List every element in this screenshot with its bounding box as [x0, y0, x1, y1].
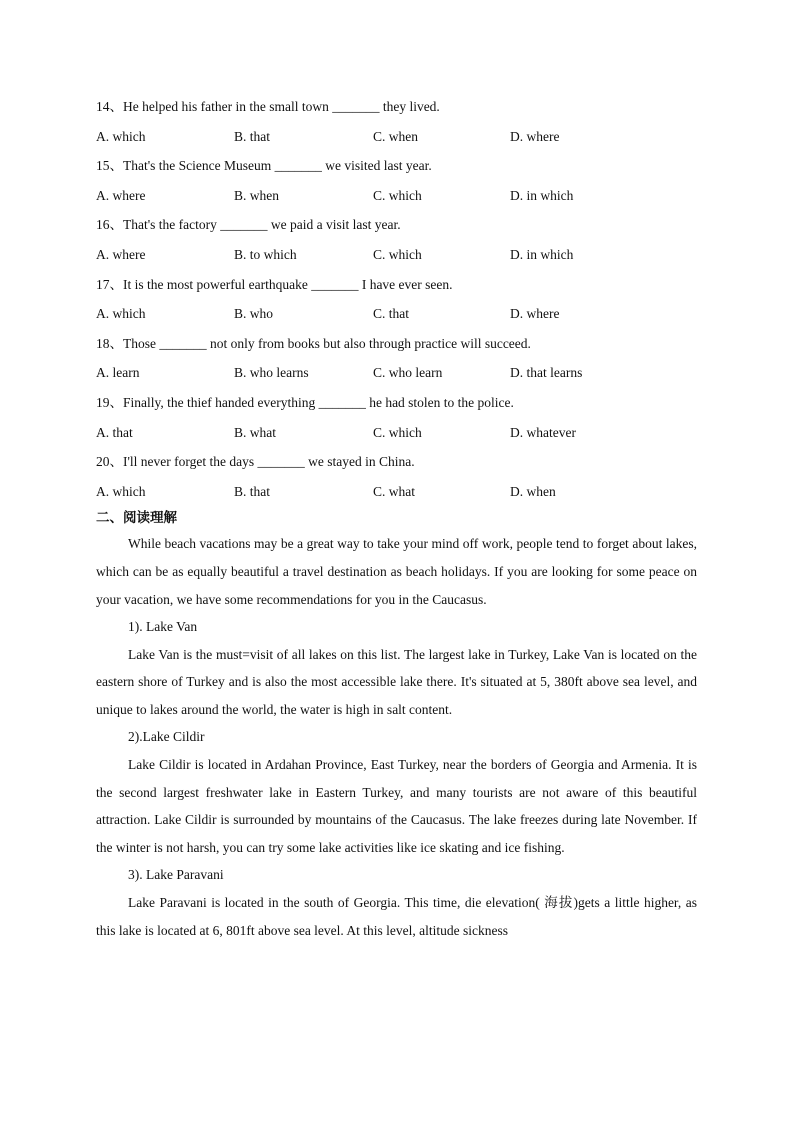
answer-option: A. which: [96, 483, 146, 499]
section-title: 二、阅读理解: [96, 510, 177, 527]
answer-option: A. learn: [96, 365, 140, 381]
question-stem: 15、That's the Science Museum _______ we visited last year.: [96, 158, 432, 174]
answer-option: C. which: [373, 187, 422, 203]
answer-option: B. that: [234, 483, 270, 499]
answer-option: C. who learn: [373, 365, 443, 381]
answer-option: D. where: [510, 128, 560, 144]
answer-options: [96, 423, 697, 453]
answer-option: A. where: [96, 187, 146, 203]
answer-option: C. which: [373, 246, 422, 262]
answer-option: B. what: [234, 424, 276, 440]
lake-heading: 3). Lake Paravani: [128, 867, 224, 883]
answer-options: [96, 186, 697, 216]
lake-paragraph: Lake Paravani is located in the south of Georgia. This time, die elevation( 海拔)gets a little higher, as this lake is located at 6, 801ft above sea level. At this level, altitude sickness: [96, 895, 697, 938]
answer-option: B. to which: [234, 246, 297, 262]
answer-option: D. in which: [510, 246, 574, 262]
question-stem: 18、Those _______ not only from books but also through practice will succeed.: [96, 335, 531, 351]
answer-options: [96, 245, 697, 275]
lake-paragraph: Lake Cildir is located in Ardahan Province, East Turkey, near the borders of Georgia and Armenia. It is the second largest freshwater lake in Eastern Turkey, and many tourists are not aware of this beautiful attraction. Lake Cildir is surrounded by mountains of the Caucasus. The lake freezes during late November. If the winter is not harsh, you can try some lake activities like ice skating and ice fishing.: [96, 757, 697, 855]
answer-option: C. what: [373, 483, 415, 499]
reading-intro: While beach vacations may be a great way to take your mind off work, people tend to forget about lakes, which can be as equally beautiful a travel destination as beach holidays. If you are looking for some peace on your vacation, we have some recommendations for you in the Caucasus.: [96, 536, 697, 607]
answer-options: [96, 363, 697, 393]
question-list: [96, 97, 697, 511]
answer-options: [96, 482, 697, 512]
answer-option: A. which: [96, 128, 146, 144]
answer-option: B. that: [234, 128, 270, 144]
question-stem: 17、It is the most powerful earthquake _______ I have ever seen.: [96, 276, 453, 292]
answer-option: A. where: [96, 246, 146, 262]
answer-options: [96, 304, 697, 334]
lake-paragraph: Lake Van is the must=visit of all lakes on this list. The largest lake in Turkey, Lake Van is located on the eastern shore of Turkey and is also the most accessible lake there. It's situated at 5, 380ft above sea level, and unique to lakes around the world, the water is high in salt content.: [96, 646, 697, 717]
question-stem: 19、Finally, the thief handed everything _______ he had stolen to the police.: [96, 394, 514, 410]
question-stem: 20、I'll never forget the days _______ we stayed in China.: [96, 454, 415, 470]
answer-option: B. when: [234, 187, 279, 203]
answer-option: C. when: [373, 128, 418, 144]
question-stem: 14、He helped his father in the small town _______ they lived.: [96, 99, 440, 114]
answer-option: D. in which: [510, 187, 574, 203]
answer-option: D. where: [510, 306, 560, 322]
answer-option: A. which: [96, 306, 146, 322]
answer-option: B. who: [234, 306, 274, 322]
answer-options: [96, 127, 697, 157]
answer-option: B. who learns: [234, 365, 309, 381]
answer-option: C. which: [373, 424, 422, 440]
answer-option: D. that learns: [510, 365, 583, 381]
document-page: [96, 97, 697, 944]
answer-option: D. whatever: [510, 424, 576, 440]
lake-heading: 1). Lake Van: [128, 619, 198, 635]
answer-option: C. that: [373, 306, 409, 322]
answer-option: A. that: [96, 424, 133, 440]
question-stem: 16、That's the factory _______ we paid a visit last year.: [96, 217, 401, 233]
answer-option: D. when: [510, 483, 556, 499]
lake-heading: 2).Lake Cildir: [128, 729, 205, 745]
